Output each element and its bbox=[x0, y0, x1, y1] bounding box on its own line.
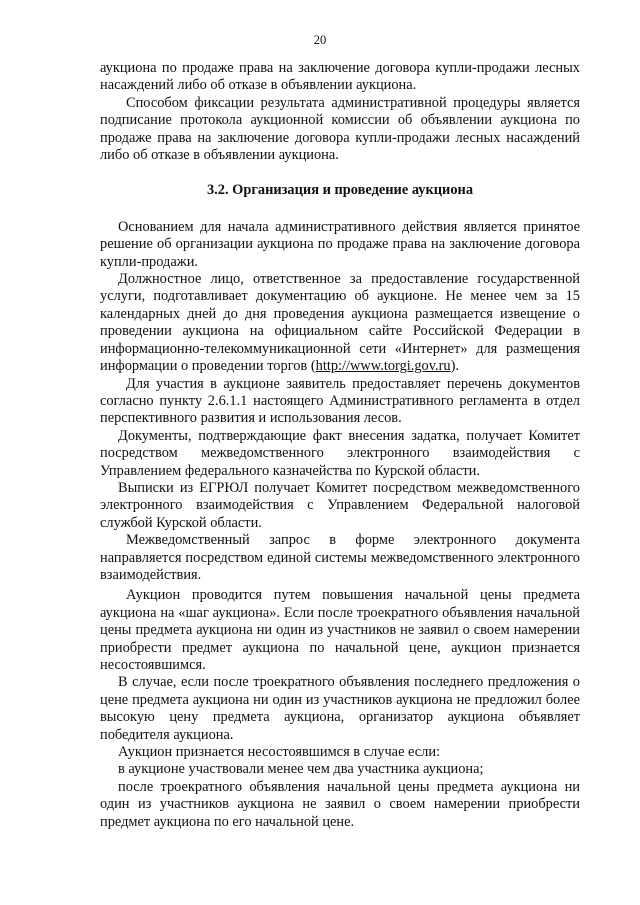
paragraph: Для участия в аукционе заявитель предоставляет перечень документов согласно пункту 2.6.1.1 настоящего Административного регламента в отдел перспективного развития и использования лесов. bbox=[100, 375, 580, 427]
paragraph: Аукцион проводится путем повышения начальной цены предмета аукциона на «шаг аукциона». Если после троекратного объявления начальной цены предмета аукциона ни один из участников не заявил о своем намерении приобрести предмет аукциона по начальной цене, аукцион признается несостоявшимся. bbox=[100, 587, 580, 673]
paragraph: Способом фиксации результата административной процедуры является подписание протокола аукционной комиссии об объявлении аукциона по продаже права на заключение договора купли-продажи лесных насаждений либо об отказе в объявлении аукциона. bbox=[100, 94, 580, 164]
torgi-link[interactable]: http://www.torgi.gov.ru bbox=[315, 358, 451, 375]
paragraph: аукциона по продаже права на заключение договора купли-продажи лесных насаждений либо об отказе в объявлении аукциона. bbox=[100, 60, 580, 94]
paragraph bbox=[100, 271, 580, 375]
paragraph-text-end: ). bbox=[450, 358, 459, 375]
paragraph: Выписки из ЕГРЮЛ получает Комитет посредством межведомственного электронного взаимодействия с Управлением Федеральной налоговой службой Курской области. bbox=[100, 479, 580, 531]
page-number: 20 bbox=[313, 33, 327, 47]
paragraph: В случае, если после троекратного объявления последнего предложения о цене предмета аукциона ни один из участников аукциона не предложил более высокую цену предмета аукциона, организатор аукциона объявляет победителя аукциона. bbox=[100, 674, 580, 743]
paragraph: Документы, подтверждающие факт внесения задатка, получает Комитет посредством межведомственного электронного взаимодействия с Управлением федерального казначейства по Курской области. bbox=[100, 427, 580, 479]
paragraph: Аукцион признается несостоявшимся в случае если: bbox=[118, 744, 441, 761]
paragraph: Межведомственный запрос в форме электронного документа направляется посредством единой системы межведомственного электронного взаимодействия. bbox=[100, 532, 580, 583]
paragraph: после троекратного объявления начальной цены предмета аукциона ни один из участников аукциона не заявил о своем намерении приобрести предмет аукциона по его начальной цене. bbox=[100, 778, 580, 830]
paragraph-text: Должностное лицо, ответственное за предоставление государственной услуги, подготавливает документацию об аукционе. Не менее чем за 15 календарных дней до дня проведения аукциона размещается извещение о проведении аукциона на официальном сайте Российской Федерации в информационно-телекоммуникационной сети «Интернет» для размещения информации о проведении торгов ( bbox=[100, 271, 580, 375]
document-body bbox=[100, 60, 580, 831]
paragraph: в аукционе участвовали менее чем два участника аукциона; bbox=[118, 761, 484, 778]
section-heading: 3.2. Организация и проведение аукциона bbox=[206, 182, 474, 199]
paragraph: Основанием для начала административного действия является принятое решение об организации аукциона по продаже права на заключение договора купли-продажи. bbox=[100, 218, 580, 270]
